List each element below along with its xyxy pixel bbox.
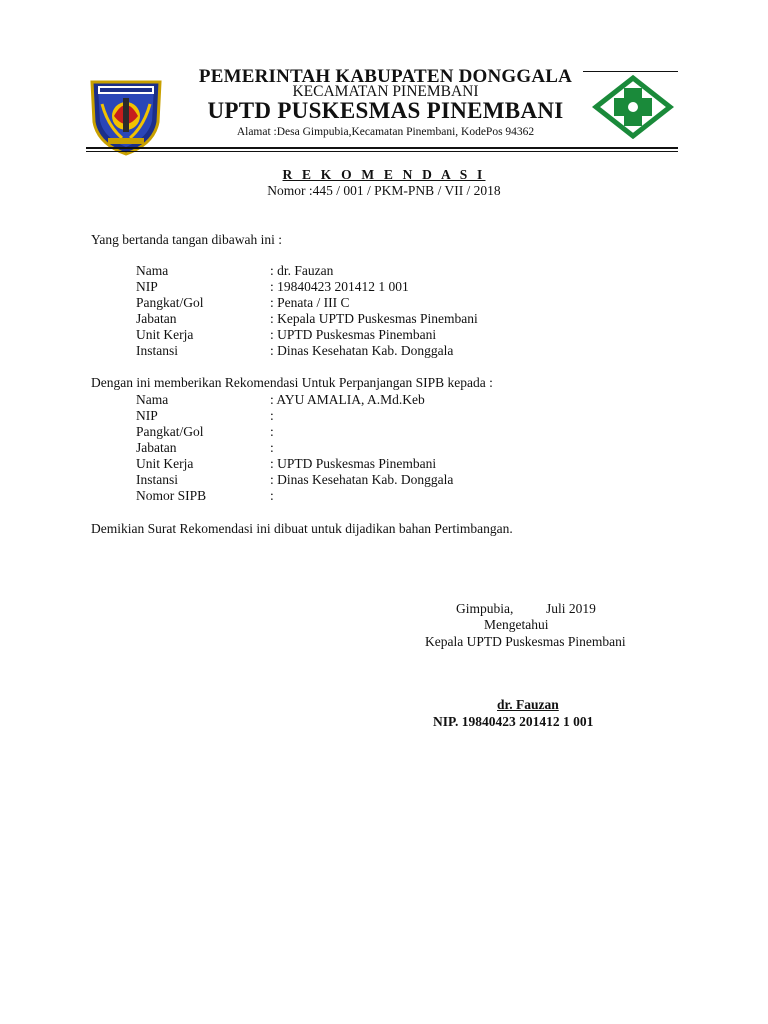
field-value: : Kepala UPTD Puskesmas Pinembani <box>270 311 478 326</box>
field-label: Unit Kerja <box>136 327 194 342</box>
field-label: Nomor SIPB <box>136 488 207 503</box>
field-value: : dr. Fauzan <box>270 263 334 278</box>
letter-number: Nomor :445 / 001 / PKM-PNB / VII / 2018 <box>267 183 501 198</box>
field-value: : Penata / III C <box>270 295 350 310</box>
field-label: Pangkat/Gol <box>136 424 204 439</box>
field-value: : Dinas Kesehatan Kab. Donggala <box>270 343 454 358</box>
field-value: : <box>270 440 274 455</box>
field-label: NIP <box>136 408 158 423</box>
recipient-row <box>136 472 636 488</box>
recommend-text: Dengan ini memberikan Rekomendasi Untuk Perpanjangan SIPB kepada : <box>91 375 493 390</box>
recipient-row <box>136 456 636 472</box>
acknowledge-text: Mengetahui <box>484 617 549 632</box>
field-value: : AYU AMALIA, A.Md.Keb <box>270 392 425 407</box>
signer-row <box>136 279 636 295</box>
district-name: KECAMATAN PINEMBANI <box>292 83 479 100</box>
field-value: : <box>270 488 274 503</box>
letterhead-rule-thick <box>86 147 678 149</box>
field-label: Nama <box>136 263 169 278</box>
field-value: : Dinas Kesehatan Kab. Donggala <box>270 472 454 487</box>
field-value: : <box>270 424 274 439</box>
field-label: Instansi <box>136 343 178 358</box>
signature-date: Juli 2019 <box>546 601 596 616</box>
field-label: Nama <box>136 392 169 407</box>
signer-name: dr. Fauzan <box>497 697 559 712</box>
recipient-row <box>136 392 636 408</box>
emblem-top-rule <box>583 71 678 72</box>
letter-title: R E K O M E N D A S I <box>282 167 486 182</box>
signer-row <box>136 327 636 343</box>
field-value: : <box>270 408 274 423</box>
puskesmas-emblem-icon <box>592 75 674 139</box>
recipient-row <box>136 424 636 440</box>
regency-crest-icon <box>88 74 164 156</box>
recipient-row <box>136 488 636 504</box>
recipient-row <box>136 408 636 424</box>
field-label: Jabatan <box>136 440 177 455</box>
signer-position: Kepala UPTD Puskesmas Pinembani <box>425 634 626 649</box>
unit-name: UPTD PUSKESMAS PINEMBANI <box>207 98 564 123</box>
field-value: : UPTD Puskesmas Pinembani <box>270 327 437 342</box>
address: Alamat :Desa Gimpubia,Kecamatan Pinembani, KodePos 94362 <box>236 126 535 138</box>
signer-row <box>136 295 636 311</box>
intro-text: Yang bertanda tangan dibawah ini : <box>91 232 282 247</box>
signer-row <box>136 343 636 359</box>
field-label: Unit Kerja <box>136 456 194 471</box>
signer-nip: NIP. 19840423 201412 1 001 <box>433 714 594 729</box>
field-label: Pangkat/Gol <box>136 295 204 310</box>
field-value: : 19840423 201412 1 001 <box>270 279 409 294</box>
signer-row <box>136 311 636 327</box>
recipient-row <box>136 440 636 456</box>
field-value: : UPTD Puskesmas Pinembani <box>270 456 437 471</box>
field-label: Jabatan <box>136 311 177 326</box>
signer-row <box>136 263 636 279</box>
field-label: NIP <box>136 279 158 294</box>
letterhead-rule-thin <box>86 151 678 152</box>
closing-text: Demikian Surat Rekomendasi ini dibuat untuk dijadikan bahan Pertimbangan. <box>91 521 513 536</box>
field-label: Instansi <box>136 472 178 487</box>
government-name: PEMERINTAH KABUPATEN DONGGALA <box>198 66 573 87</box>
signature-place: Gimpubia, <box>456 601 514 616</box>
